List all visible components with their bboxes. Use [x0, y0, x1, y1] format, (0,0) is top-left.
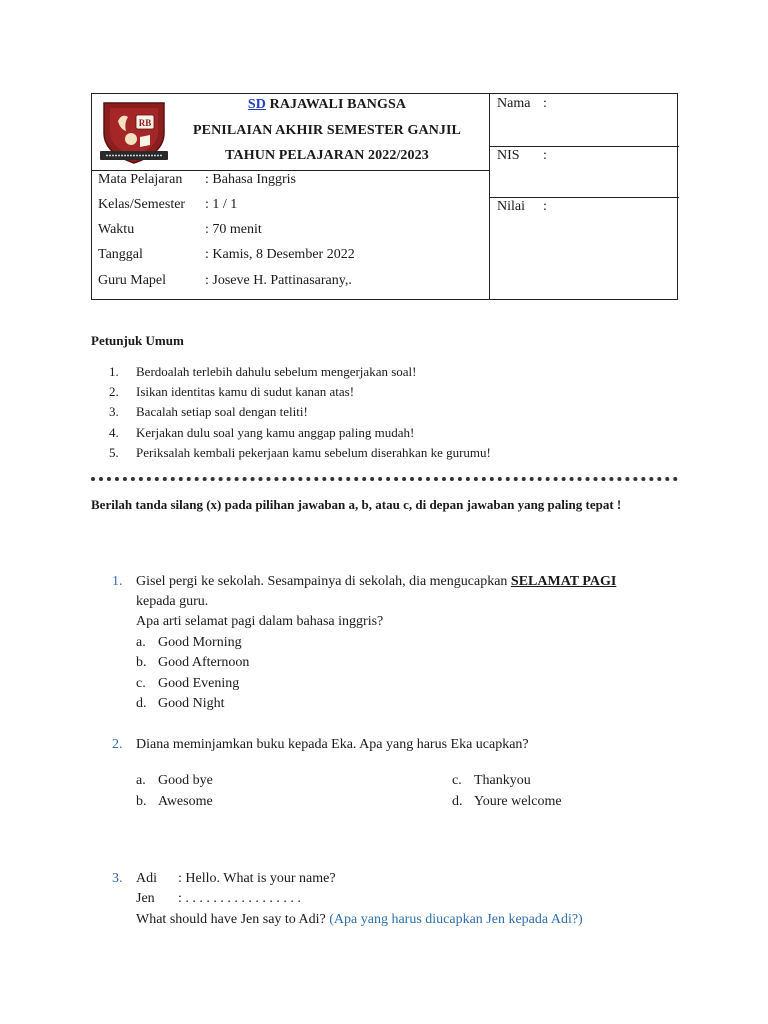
nis-field[interactable] [497, 148, 547, 164]
item-number: 5. [109, 445, 119, 460]
item-text: Kerjakan dulu soal yang kamu anggap paling mudah! [136, 425, 415, 440]
name-label: Nama [497, 96, 531, 111]
question-text-part: Gisel pergi ke sekolah. Sesampainya di sekolah, dia mengucapkan [136, 574, 511, 589]
item-text: Berdoalah terlebih dahulu sebelum mengerjakan soal! [136, 364, 417, 379]
option-letter[interactable]: a. [136, 773, 146, 788]
info-value: : Bahasa Inggris [205, 172, 296, 187]
dialogue-speaker: Jen [136, 891, 155, 906]
question-prompt: Apa arti selamat pagi dalam bahasa inggris? [136, 614, 384, 629]
dialogue-line: : Hello. What is your name? [178, 871, 336, 886]
info-label: Guru Mapel [98, 273, 167, 288]
emphasized-phrase: SELAMAT PAGI [510, 574, 617, 589]
option-text[interactable]: Thankyou [474, 773, 531, 788]
question-number: 1. [112, 574, 123, 589]
info-label: Mata Pelajaran [98, 172, 183, 187]
option-letter[interactable]: b. [136, 655, 147, 670]
option-text[interactable]: Good Evening [158, 676, 240, 691]
info-label: Waktu [98, 222, 135, 237]
question-prompt-text: What should have Jen say to Adi? [136, 912, 330, 927]
nis-separator: : [543, 148, 547, 163]
info-value: : Kamis, 8 Desember 2022 [205, 247, 355, 262]
option-letter[interactable]: a. [136, 635, 146, 650]
info-value: : Joseve H. Pattinasarany,. [205, 273, 352, 288]
nis-label: NIS [497, 148, 520, 163]
school-header [92, 94, 489, 170]
item-number: 1. [109, 364, 119, 379]
score-separator: : [543, 199, 547, 214]
option-text[interactable]: Good Afternoon [158, 655, 250, 670]
item-number: 4. [109, 425, 119, 440]
table-divider [489, 146, 679, 147]
name-separator: : [543, 96, 547, 111]
option-text[interactable]: Good Morning [158, 635, 242, 650]
question-text: Diana meminjamkan buku kepada Eka. Apa yang harus Eka ucapkan? [136, 737, 529, 752]
score-field[interactable] [497, 199, 547, 215]
school-logo-icon [98, 99, 170, 167]
item-number: 3. [109, 404, 119, 419]
school-name [172, 97, 482, 113]
option-text[interactable]: Youre welcome [474, 794, 562, 809]
info-label: Tanggal [98, 247, 143, 262]
info-value: : 1 / 1 [205, 197, 238, 212]
option-letter[interactable]: d. [452, 794, 463, 809]
school-prefix-link[interactable]: SD [247, 97, 267, 112]
answer-instruction: Berilah tanda silang (x) pada pilihan jawaban a, b, atau c, di depan jawaban yang paling tepat ! [91, 497, 622, 512]
question-number: 3. [112, 871, 123, 886]
dotted-separator [91, 477, 678, 485]
table-divider [489, 197, 679, 198]
item-text: Periksalah kembali pekerjaan kamu sebelum diserahkan ke gurumu! [136, 445, 491, 460]
item-text: Bacalah setiap soal dengan teliti! [136, 404, 308, 419]
option-letter[interactable]: c. [452, 773, 462, 788]
info-value: : 70 menit [205, 222, 262, 237]
score-label: Nilai [497, 199, 525, 214]
question-text: kepada guru. [136, 594, 209, 609]
header-table [91, 93, 678, 300]
option-text[interactable]: Awesome [158, 794, 213, 809]
question-text [136, 574, 616, 590]
option-letter[interactable]: c. [136, 676, 146, 691]
dialogue-blank: : . . . . . . . . . . . . . . . . . [178, 891, 301, 906]
info-label: Kelas/Semester [98, 197, 186, 212]
option-text[interactable]: Good Night [158, 696, 225, 711]
question-number: 2. [112, 737, 123, 752]
question-prompt [136, 912, 583, 928]
option-letter[interactable]: b. [136, 794, 147, 809]
question-translation: (Apa yang harus diucapkan Jen kepada Adi?) [329, 912, 583, 927]
name-field[interactable] [497, 96, 547, 112]
exam-title: PENILAIAN AKHIR SEMESTER GANJIL [193, 123, 461, 138]
dialogue-speaker: Adi [136, 871, 157, 886]
option-letter[interactable]: d. [136, 696, 147, 711]
school-name-text: RAJAWALI BANGSA [266, 97, 407, 112]
logo-initials: RB [138, 118, 152, 128]
option-text[interactable]: Good bye [158, 773, 213, 788]
item-number: 2. [109, 384, 119, 399]
item-text: Isikan identitas kamu di sudut kanan atas! [136, 384, 355, 399]
general-instructions-title: Petunjuk Umum [91, 333, 184, 348]
academic-year: TAHUN PELAJARAN 2022/2023 [225, 148, 429, 163]
table-divider [92, 170, 489, 171]
